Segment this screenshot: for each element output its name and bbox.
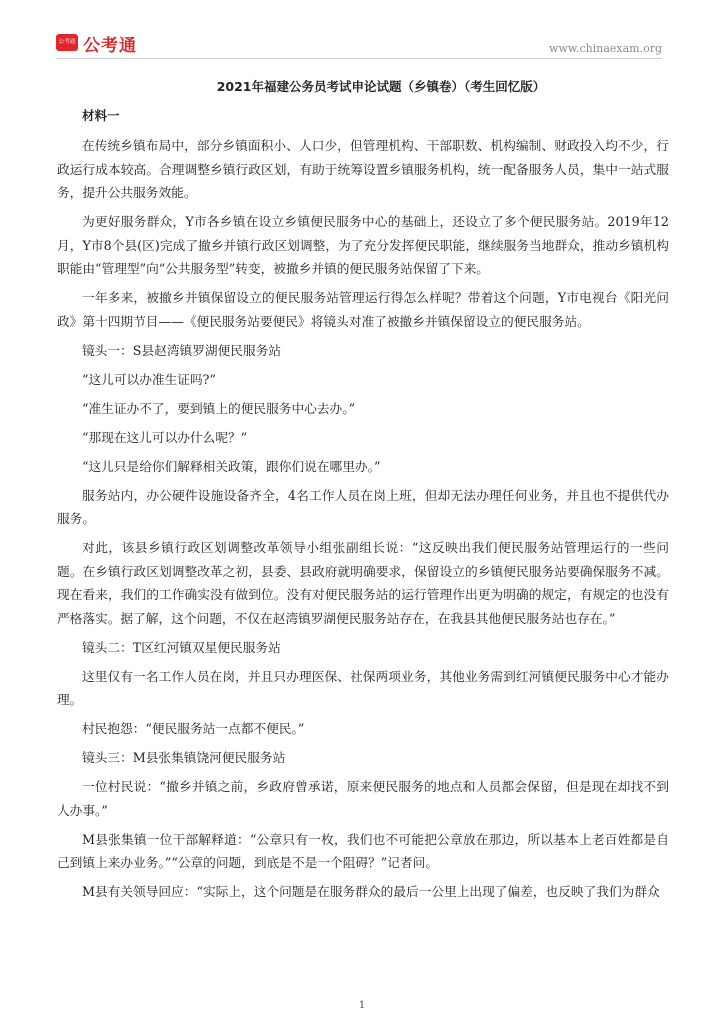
shot-heading: 镜头三：M县张集镇饶河便民服务站 [82, 750, 286, 765]
page-number: 1 [358, 1000, 366, 1011]
paragraph: 这里仅有一名工作人员在岗，并且只办理医保、社保两项业务，其他业务需到红河镇便民服务中心才能办理。 [57, 668, 669, 707]
dialogue-line: “这儿只是给你们解释相关政策，跟你们说在哪里办。” [82, 458, 381, 474]
dialogue-line: “准生证办不了，要到镇上的便民服务中心去办。” [82, 400, 356, 416]
paragraph: 一位村民说：“撤乡并镇之前，乡政府曾承诺，原来便民服务的地点和人员都会保留，但是现在却找不到人办事。” [57, 779, 669, 818]
paragraph: M县张集镇一位干部解释道：“公章只有一枚，我们也不可能把公章放在那边，所以基本上老百姓都是自己到镇上来办业务。”“公章的问题，到底是不是一个阻碍？”记者问。 [57, 831, 669, 870]
paragraph: 一年多来，被撤乡并镇保留设立的便民服务站管理运行得怎么样呢？带着这个问题，Y市电视台《阳光问政》第十四期节目——《便民服务站要便民》将镜头对准了被撤乡并镇保留设立的便民服务站。 [57, 290, 669, 329]
dialogue-line: “这儿可以办准生证吗?” [82, 371, 216, 387]
page-header [56, 28, 662, 62]
dialogue-line: 村民抱怨：“便民服务站一点都不便民。” [82, 721, 305, 736]
paragraph: 为更好服务群众，Y市各乡镇在设立乡镇便民服务中心的基础上，还设立了多个便民服务站。2019年12月，Y市8个县(区)完成了撤乡并镇行政区划调整，为了充分发挥便民职能，继续服务当地群众，推动乡镇机构职能由“管理型”向“公共服务型”转变，被撤乡并镇的便民服务站保留了下来。 [57, 214, 669, 276]
document-title: 2021年福建公务员考试申论试题（乡镇卷）（考生回忆版） [216, 79, 546, 94]
shot-heading: 镜头一：S县赵湾镇罗湖便民服务站 [82, 342, 282, 358]
paragraph: 服务站内，办公硬件设施设备齐全，4名工作人员在岗上班，但却无法办理任何业务，并且也不提供代办服务。 [57, 487, 669, 526]
dialogue-line: “那现在这儿可以办什么呢？” [82, 429, 248, 445]
logo-icon: 公考通 [56, 34, 78, 51]
paragraph: 对此，该县乡镇行政区划调整改革领导小组张副组长说：“这反映出我们便民服务站管理运行的一些问题。在乡镇行政区划调整改革之初，县委、县政府就明确要求，保留设立的乡镇便民服务站要确保服务不减。现在看来，我们的工作确实没有做到位。没有对便民服务站的运行管理作出更为明确的规定，有规定的也没有严格落实。据了解，这个问题，不仅在赵湾镇罗湖便民服务站存在，在我县其他便民服务站也存在。” [57, 540, 669, 626]
paragraph: 在传统乡镇布局中，部分乡镇面积小、人口少，但管理机构、干部职数、机构编制、财政投入均不少，行政运行成本较高。合理调整乡镇行政区划，有助于统筹设置乡镇服务机构，统一配备服务人员，集中一站式服务，提升公共服务效能。 [57, 138, 669, 200]
header-divider [56, 58, 662, 59]
brand-name: 公考通 [83, 36, 137, 56]
section-heading: 材料一 [82, 108, 120, 123]
document-body [57, 76, 669, 909]
site-url[interactable]: www.chinaexam.org [549, 42, 662, 55]
paragraph: M县有关领导回应：“实际上，这个问题是在服务群众的最后一公里上出现了偏差，也反映了我们为群众 [82, 884, 660, 899]
shot-heading: 镜头二：T区红河镇双星便民服务站 [82, 639, 281, 655]
